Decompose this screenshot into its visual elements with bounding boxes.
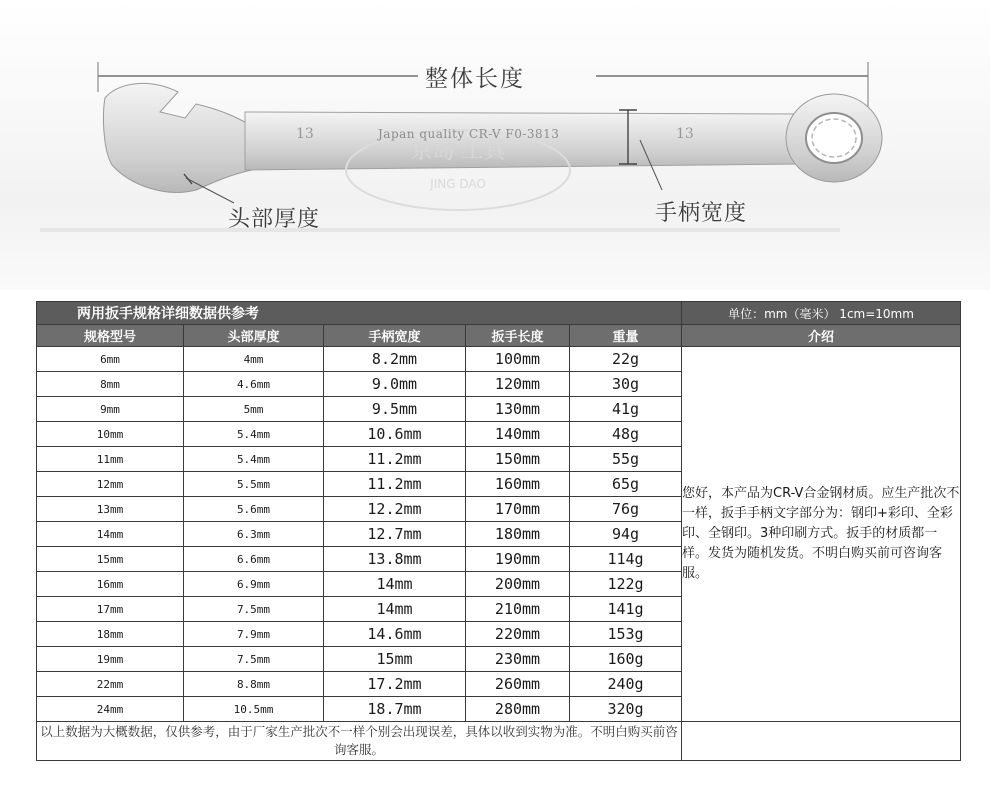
cell-length: 160mm: [466, 472, 570, 497]
cell-handle-width: 11.2mm: [324, 447, 466, 472]
cell-head-thickness: 7.5mm: [184, 647, 324, 672]
cell-model: 18mm: [37, 622, 184, 647]
cell-head-thickness: 8.8mm: [184, 672, 324, 697]
cell-weight: 122g: [570, 572, 682, 597]
cell-weight: 76g: [570, 497, 682, 522]
cell-weight: 65g: [570, 472, 682, 497]
cell-length: 280mm: [466, 697, 570, 722]
cell-weight: 48g: [570, 422, 682, 447]
cell-handle-width: 10.6mm: [324, 422, 466, 447]
cell-weight: 114g: [570, 547, 682, 572]
cell-head-thickness: 7.5mm: [184, 597, 324, 622]
cell-model: 8mm: [37, 372, 184, 397]
cell-handle-width: 18.7mm: [324, 697, 466, 722]
table-title-row: [37, 302, 961, 325]
cell-length: 210mm: [466, 597, 570, 622]
header-handle-width: 手柄宽度: [324, 325, 466, 347]
cell-handle-width: 12.2mm: [324, 497, 466, 522]
cell-head-thickness: 5mm: [184, 397, 324, 422]
header-length: 扳手长度: [466, 325, 570, 347]
cell-weight: 320g: [570, 697, 682, 722]
cell-head-thickness: 5.4mm: [184, 447, 324, 472]
cell-weight: 240g: [570, 672, 682, 697]
cell-handle-width: 14mm: [324, 572, 466, 597]
header-intro: 介绍: [682, 325, 961, 347]
cell-model: 24mm: [37, 697, 184, 722]
cell-model: 10mm: [37, 422, 184, 447]
cell-model: 19mm: [37, 647, 184, 672]
cell-length: 120mm: [466, 372, 570, 397]
cell-head-thickness: 10.5mm: [184, 697, 324, 722]
cell-handle-width: 14mm: [324, 597, 466, 622]
cell-length: 150mm: [466, 447, 570, 472]
cell-model: 9mm: [37, 397, 184, 422]
footnote: 以上数据为大概数据，仅供参考，由于厂家生产批次不一样个别会出现误差，具体以收到实物为准。不明白购买前咨询客服。: [37, 722, 682, 761]
svg-text:京岛 工具: 京岛 工具: [410, 139, 506, 164]
cell-length: 140mm: [466, 422, 570, 447]
footnote-row: [37, 722, 961, 761]
header-head-thickness: 头部厚度: [184, 325, 324, 347]
cell-weight: 55g: [570, 447, 682, 472]
cell-weight: 41g: [570, 397, 682, 422]
unit-note: 单位：mm（毫米） 1cm=10mm: [682, 302, 961, 325]
cell-length: 130mm: [466, 397, 570, 422]
header-model: 规格型号: [37, 325, 184, 347]
cell-head-thickness: 5.6mm: [184, 497, 324, 522]
cell-handle-width: 13.8mm: [324, 547, 466, 572]
cell-head-thickness: 6.9mm: [184, 572, 324, 597]
svg-text:JING DAO: JING DAO: [430, 177, 486, 191]
cell-model: 16mm: [37, 572, 184, 597]
engraving-size-left: 13: [296, 126, 314, 142]
cell-model: 15mm: [37, 547, 184, 572]
cell-weight: 153g: [570, 622, 682, 647]
cell-handle-width: 14.6mm: [324, 622, 466, 647]
cell-handle-width: 9.5mm: [324, 397, 466, 422]
wrench-photo: [0, 0, 990, 290]
cell-model: 13mm: [37, 497, 184, 522]
engraving-size-right: 13: [676, 126, 694, 142]
cell-model: 22mm: [37, 672, 184, 697]
cell-weight: 30g: [570, 372, 682, 397]
spec-table: [36, 301, 961, 761]
cell-handle-width: 11.2mm: [324, 472, 466, 497]
handle-width-label: 手柄宽度: [655, 201, 748, 226]
cell-head-thickness: 4.6mm: [184, 372, 324, 397]
table-row: [37, 347, 961, 372]
cell-head-thickness: 6.3mm: [184, 522, 324, 547]
header-weight: 重量: [570, 325, 682, 347]
footnote-blank-cell: [682, 722, 961, 761]
cell-head-thickness: 5.5mm: [184, 472, 324, 497]
cell-head-thickness: 7.9mm: [184, 622, 324, 647]
wrench-illustration: [0, 0, 990, 290]
cell-handle-width: 15mm: [324, 647, 466, 672]
cell-length: 230mm: [466, 647, 570, 672]
cell-weight: 141g: [570, 597, 682, 622]
cell-model: 17mm: [37, 597, 184, 622]
cell-model: 11mm: [37, 447, 184, 472]
cell-handle-width: 9.0mm: [324, 372, 466, 397]
cell-head-thickness: 5.4mm: [184, 422, 324, 447]
cell-handle-width: 17.2mm: [324, 672, 466, 697]
table-header-row: [37, 325, 961, 347]
intro-text: 您好，本产品为CR-V合金钢材质。应生产批次不一样，扳手手柄文字部分为：钢印+彩印、全彩印、全钢印。3种印刷方式。扳手的材质都一样。发货为随机发货。不明白购买前可咨询客服。: [682, 347, 961, 722]
cell-length: 100mm: [466, 347, 570, 372]
cell-model: 12mm: [37, 472, 184, 497]
table-title: 两用扳手规格详细数据供参考: [37, 302, 682, 325]
cell-head-thickness: 4mm: [184, 347, 324, 372]
engraving-text: Japan quality CR-V F0-3813: [378, 127, 560, 141]
cell-length: 190mm: [466, 547, 570, 572]
total-length-label: 整体长度: [425, 66, 525, 92]
cell-weight: 22g: [570, 347, 682, 372]
cell-weight: 160g: [570, 647, 682, 672]
cell-length: 220mm: [466, 622, 570, 647]
cell-length: 170mm: [466, 497, 570, 522]
cell-model: 6mm: [37, 347, 184, 372]
cell-length: 260mm: [466, 672, 570, 697]
cell-handle-width: 12.7mm: [324, 522, 466, 547]
cell-length: 180mm: [466, 522, 570, 547]
head-thickness-label: 头部厚度: [228, 207, 321, 232]
cell-head-thickness: 6.6mm: [184, 547, 324, 572]
cell-handle-width: 8.2mm: [324, 347, 466, 372]
cell-model: 14mm: [37, 522, 184, 547]
cell-weight: 94g: [570, 522, 682, 547]
cell-length: 200mm: [466, 572, 570, 597]
